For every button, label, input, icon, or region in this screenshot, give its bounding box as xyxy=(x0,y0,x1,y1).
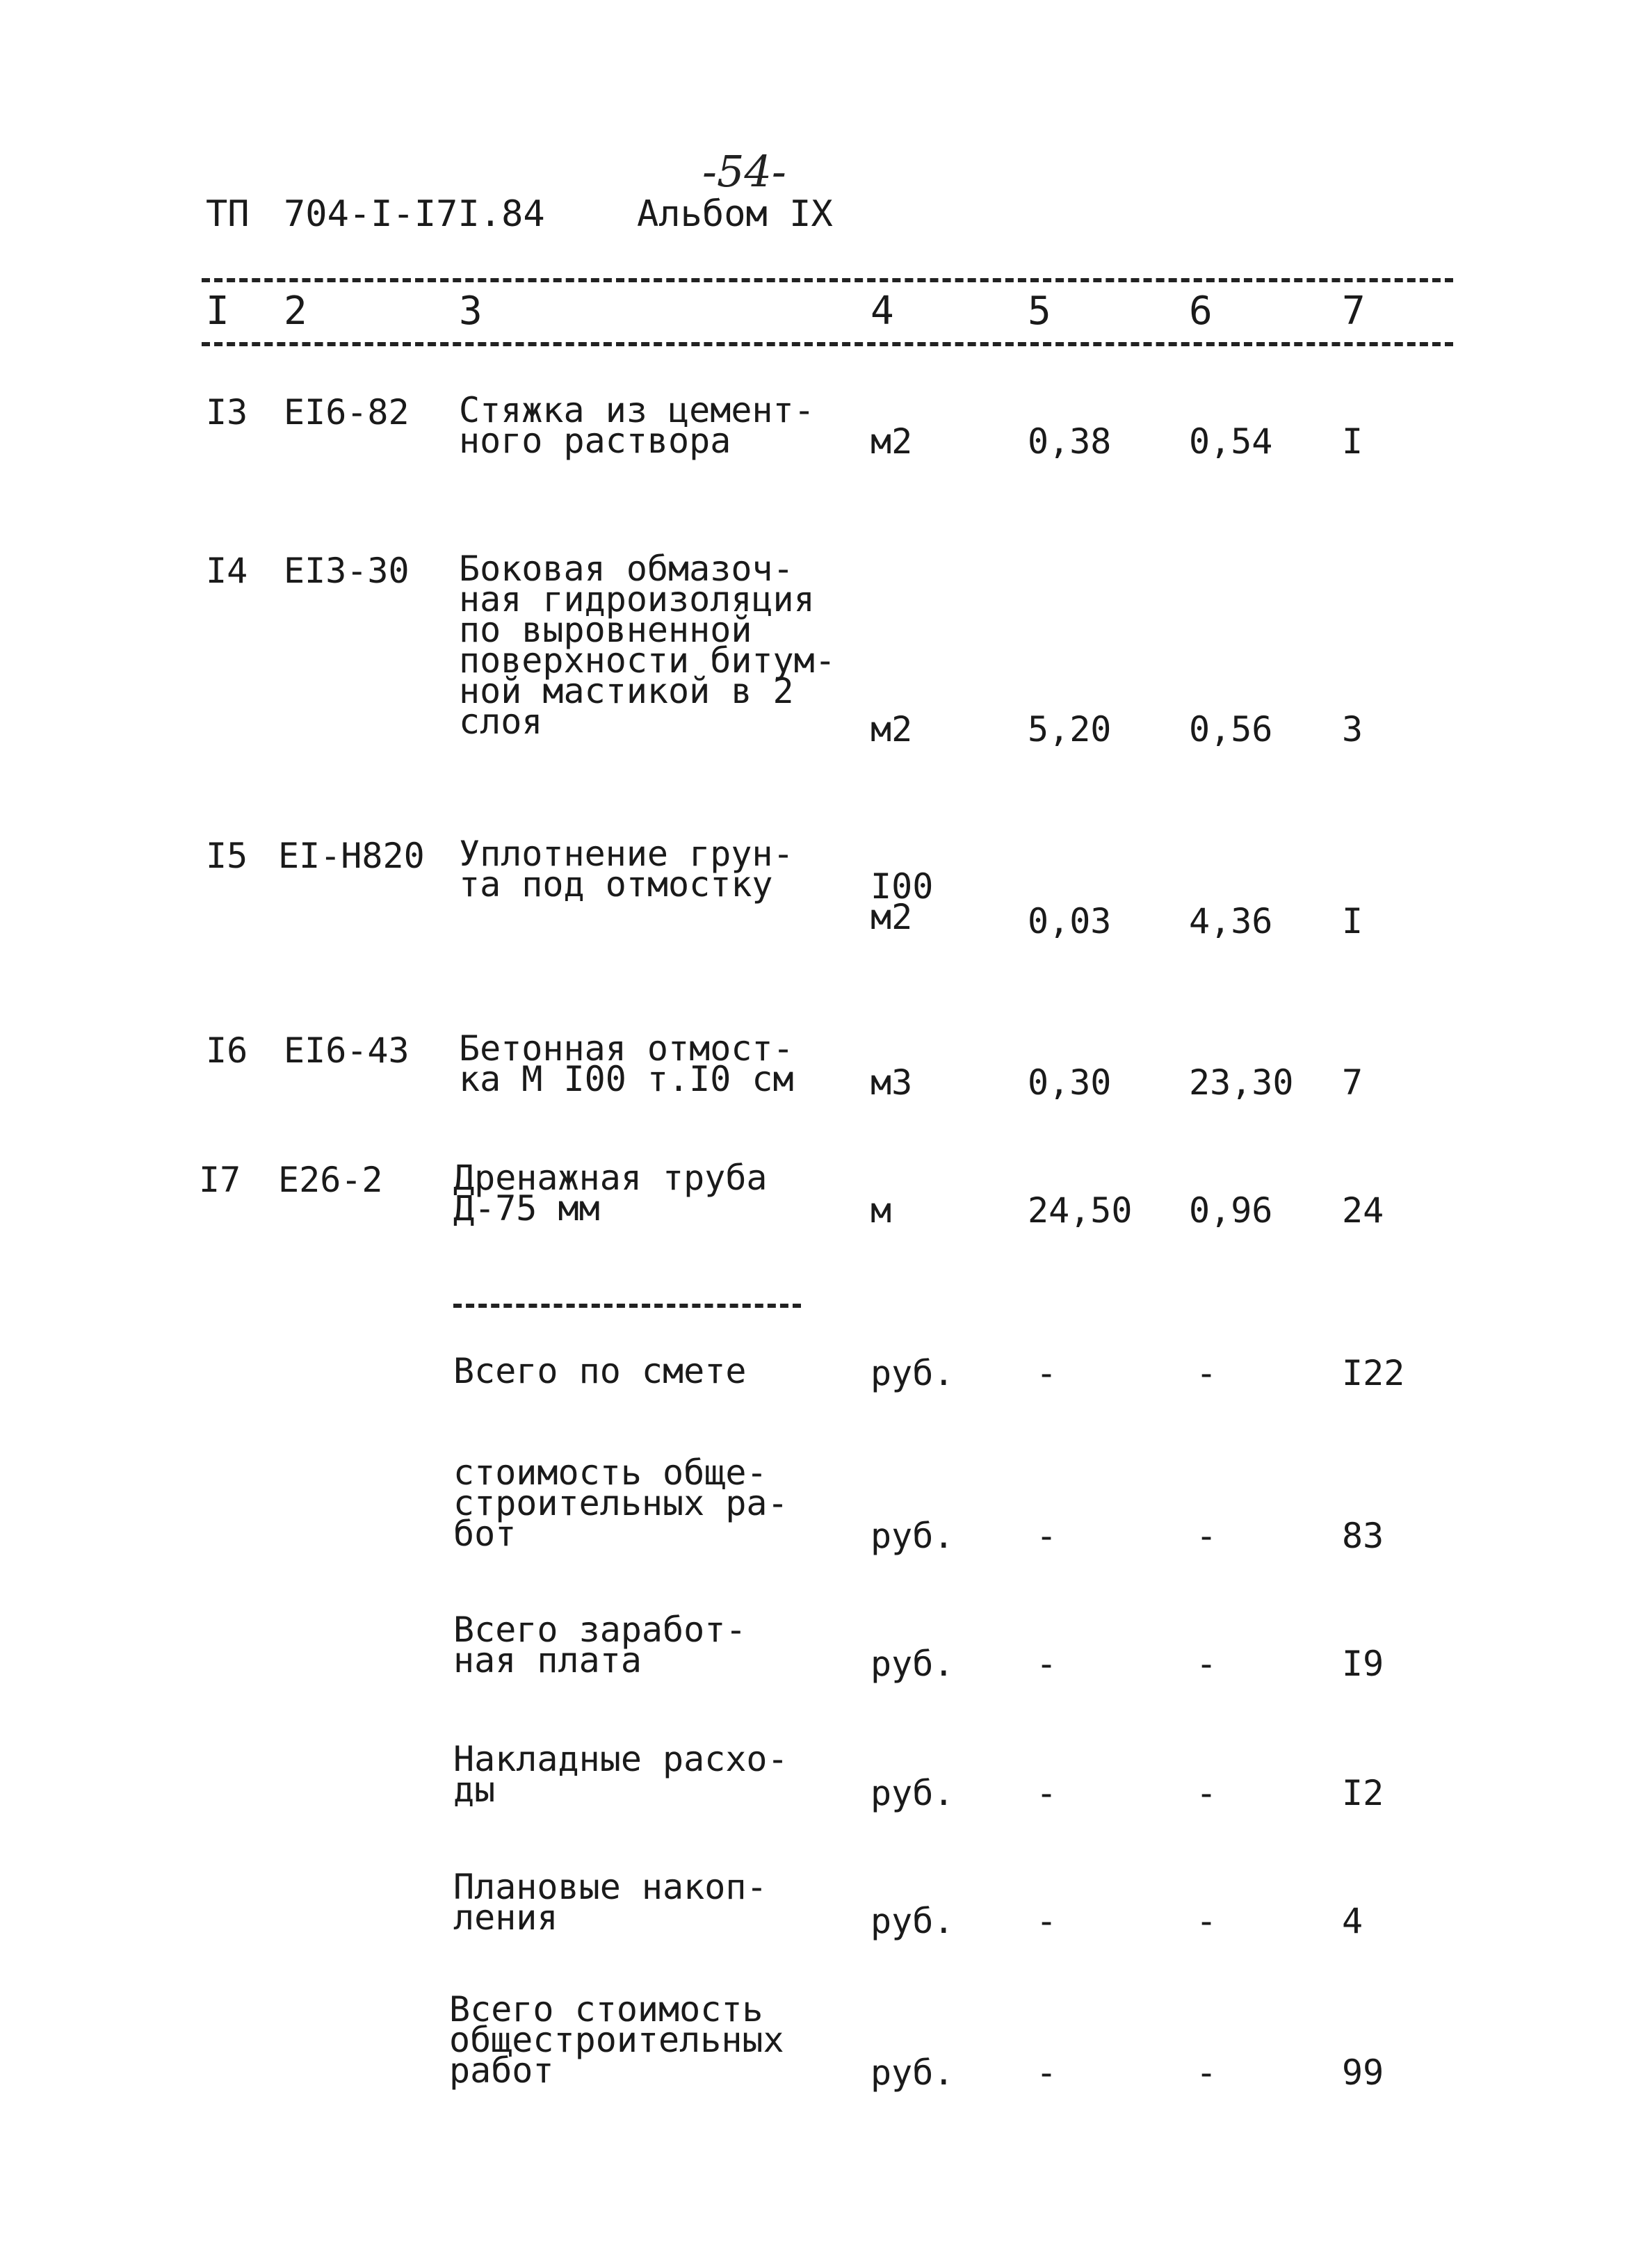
row-code: EI6-43 xyxy=(284,1030,410,1071)
description-line: Всего по смете xyxy=(453,1351,747,1391)
total-col7: I2 xyxy=(1342,1773,1384,1813)
row-number: I3 xyxy=(206,392,248,432)
total-unit: руб. xyxy=(870,1901,955,1941)
row-col5: 0,03 xyxy=(1028,901,1112,941)
row-code: E26-2 xyxy=(278,1160,383,1200)
row-col7: I xyxy=(1342,901,1363,941)
description-line: Всего стоимость xyxy=(449,1989,763,2030)
row-col5: 24,50 xyxy=(1028,1190,1133,1231)
row-unit: м3 xyxy=(870,1062,913,1103)
row-description xyxy=(453,1158,768,1229)
total-col5: - xyxy=(1036,1773,1058,1813)
total-col5: - xyxy=(1036,1644,1058,1684)
row-unit: м2 xyxy=(870,709,913,750)
total-col6: - xyxy=(1196,1644,1217,1684)
row-col7: 3 xyxy=(1342,709,1363,750)
album-label: Альбом IX xyxy=(637,193,833,235)
description-line: та под отмостку xyxy=(459,864,773,905)
row-col7: I xyxy=(1342,421,1363,462)
column-header-5: 5 xyxy=(1028,289,1051,334)
description-line: ка М I00 т.I0 см xyxy=(459,1059,794,1099)
total-col5: - xyxy=(1036,2052,1058,2093)
row-code: EI-Н820 xyxy=(278,836,425,876)
row-col7: 24 xyxy=(1342,1190,1384,1231)
description-line: слоя xyxy=(459,702,543,742)
table-header-bottom-rule xyxy=(202,342,1453,346)
total-col6: - xyxy=(1196,1353,1217,1393)
column-header-3: 3 xyxy=(459,289,483,334)
total-description xyxy=(449,1989,784,2091)
column-header-7: 7 xyxy=(1342,289,1366,334)
row-code: EI6-82 xyxy=(284,392,410,432)
total-description xyxy=(453,1452,788,1554)
description-line: ной мастикой в 2 xyxy=(459,671,794,711)
total-col7: 99 xyxy=(1342,2052,1384,2093)
description-line: ления xyxy=(453,1897,558,1938)
total-unit: руб. xyxy=(870,1644,955,1684)
description-line: Уплотнение грун- xyxy=(459,834,794,874)
row-unit: м2 xyxy=(870,421,913,462)
row-col7: 7 xyxy=(1342,1062,1363,1103)
total-col6: - xyxy=(1196,2052,1217,2093)
row-number: I7 xyxy=(199,1160,241,1200)
document-code: 704-I-I7I.84 xyxy=(284,193,545,235)
total-col5: - xyxy=(1036,1901,1058,1941)
row-number: I4 xyxy=(206,551,248,591)
description-line: работ xyxy=(449,2050,554,2091)
row-description xyxy=(459,549,836,742)
total-unit: руб. xyxy=(870,1353,955,1393)
column-header-1: I xyxy=(206,289,229,334)
description-line: Всего заработ- xyxy=(453,1610,747,1650)
page-number: -54- xyxy=(702,146,786,197)
row-unit-line2: м2 xyxy=(870,897,913,937)
row-number: I6 xyxy=(206,1030,248,1071)
description-line: ная плата xyxy=(453,1640,642,1680)
row-description xyxy=(459,834,794,905)
description-line: поверхности битум- xyxy=(459,640,836,681)
total-description xyxy=(453,1867,768,1938)
description-line: Плановые накоп- xyxy=(453,1867,768,1907)
total-col7: I9 xyxy=(1342,1644,1384,1684)
row-description xyxy=(459,390,815,461)
description-line: стоимость обще- xyxy=(453,1452,768,1493)
description-line: ного раствора xyxy=(459,421,731,461)
row-col6: 23,30 xyxy=(1189,1062,1294,1103)
description-line: ды xyxy=(453,1769,496,1810)
description-line: Бетонная отмост- xyxy=(459,1028,794,1069)
description-line: Стяжка из цемент- xyxy=(459,390,815,430)
column-header-2: 2 xyxy=(284,289,307,334)
description-line: строительных ра- xyxy=(453,1483,788,1523)
total-col5: - xyxy=(1036,1353,1058,1393)
description-line: Боковая обмазоч- xyxy=(459,549,794,589)
total-col6: - xyxy=(1196,1773,1217,1813)
total-col7: 83 xyxy=(1342,1516,1384,1556)
description-line: общестроительных xyxy=(449,2020,784,2060)
total-description xyxy=(453,1610,747,1680)
total-unit: руб. xyxy=(870,2052,955,2093)
row-unit-line1: I00 xyxy=(870,866,934,907)
total-col7: I22 xyxy=(1342,1353,1405,1393)
total-description xyxy=(453,1351,747,1391)
totals-separator xyxy=(453,1304,801,1308)
description-line: ная гидроизоляция xyxy=(459,579,815,619)
column-header-4: 4 xyxy=(870,289,894,334)
table-header-top-rule xyxy=(202,278,1453,282)
total-col5: - xyxy=(1036,1516,1058,1556)
row-col6: 4,36 xyxy=(1189,901,1273,941)
row-col5: 0,38 xyxy=(1028,421,1112,462)
row-description xyxy=(459,1028,794,1099)
row-col5: 0,30 xyxy=(1028,1062,1112,1103)
description-line: Д-75 мм xyxy=(453,1188,600,1229)
row-unit: м xyxy=(870,1190,892,1231)
row-col6: 0,54 xyxy=(1189,421,1273,462)
total-col6: - xyxy=(1196,1901,1217,1941)
description-line: Дренажная труба xyxy=(453,1158,768,1198)
document-code-prefix: ТП xyxy=(206,193,250,235)
row-col6: 0,56 xyxy=(1189,709,1273,750)
total-unit: руб. xyxy=(870,1516,955,1556)
total-col7: 4 xyxy=(1342,1901,1363,1941)
row-code: EI3-30 xyxy=(284,551,410,591)
row-number: I5 xyxy=(206,836,248,876)
description-line: Накладные расхо- xyxy=(453,1739,788,1779)
description-line: по выровненной xyxy=(459,610,752,650)
description-line: бот xyxy=(453,1514,517,1554)
total-description xyxy=(453,1739,788,1810)
column-header-6: 6 xyxy=(1189,289,1213,334)
total-col6: - xyxy=(1196,1516,1217,1556)
total-unit: руб. xyxy=(870,1773,955,1813)
row-col6: 0,96 xyxy=(1189,1190,1273,1231)
row-col5: 5,20 xyxy=(1028,709,1112,750)
